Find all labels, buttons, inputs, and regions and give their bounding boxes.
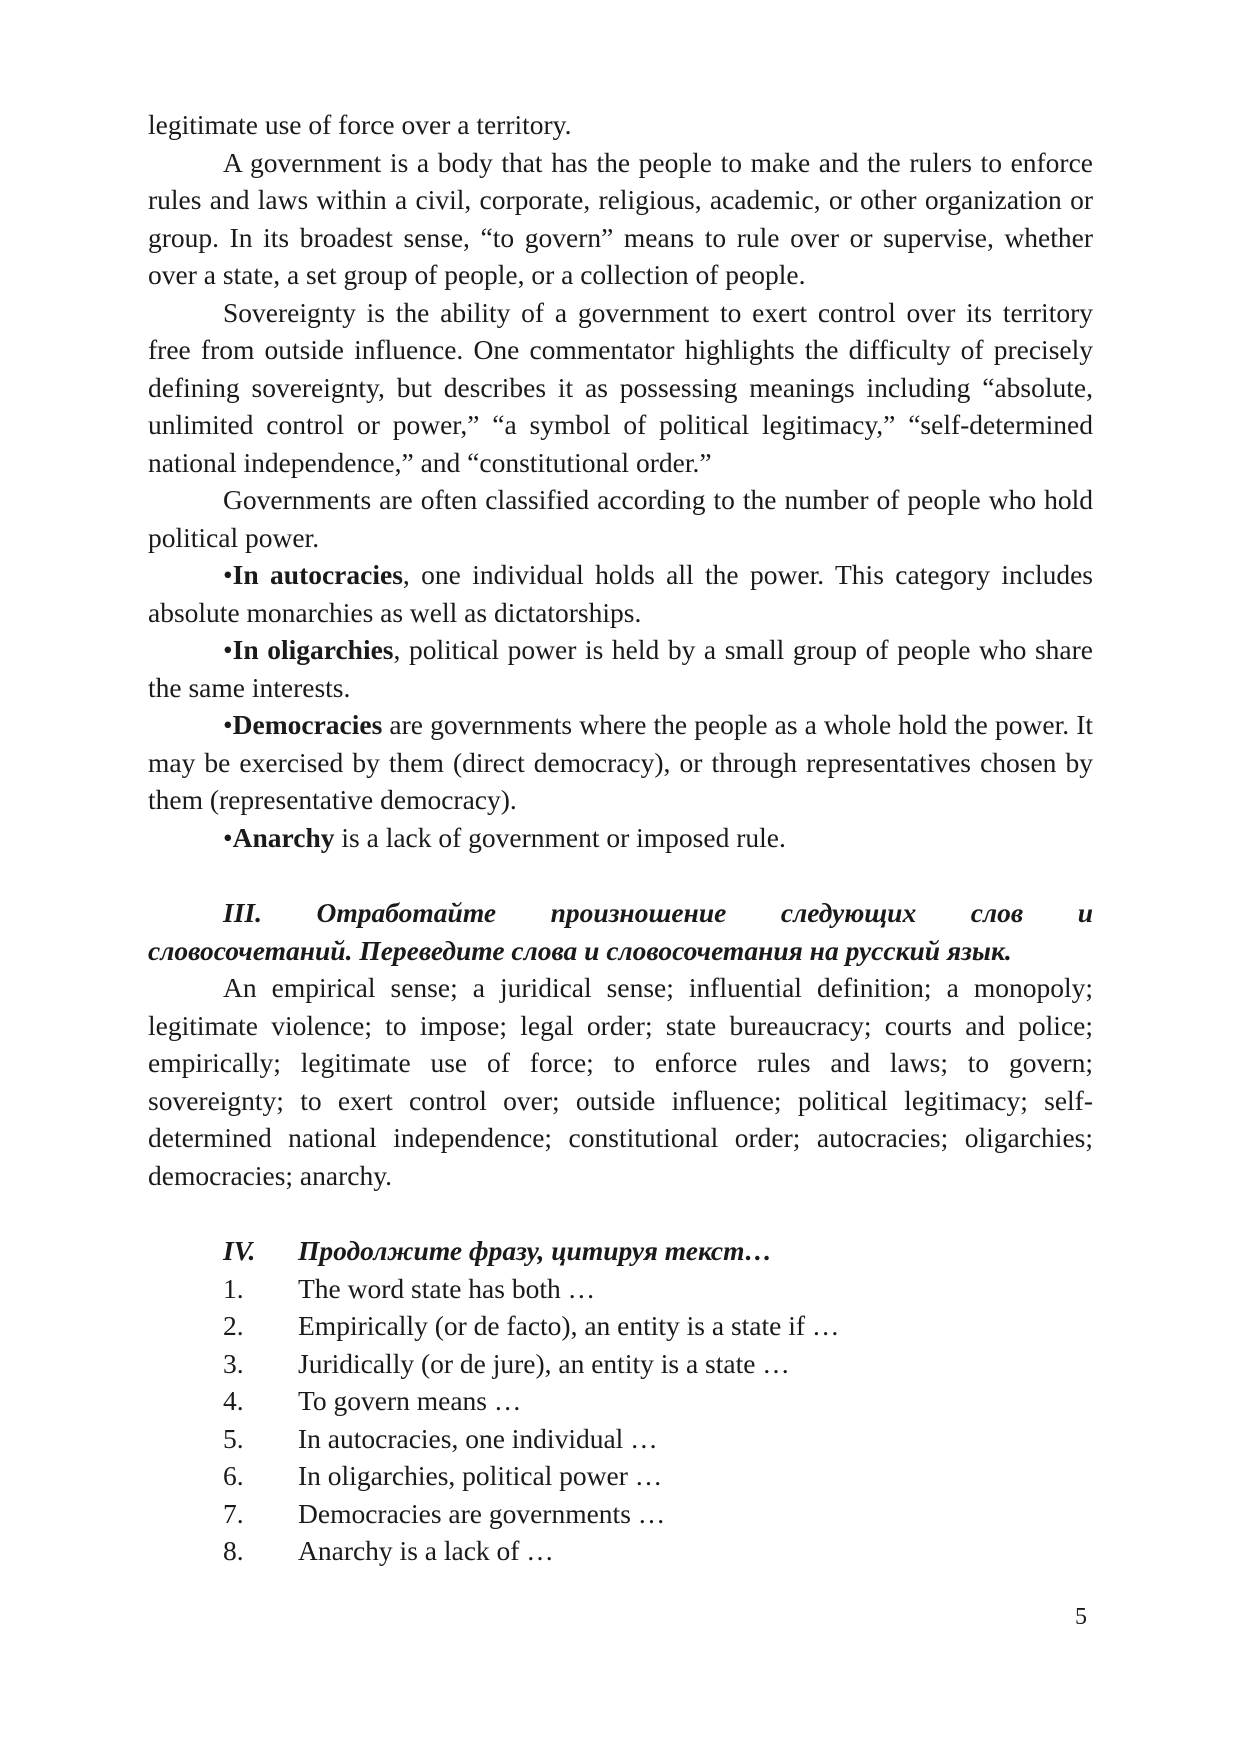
exercise-4-number: IV. <box>223 1235 256 1266</box>
list-item <box>148 1532 1093 1570</box>
list-item-number: 6. <box>223 1460 244 1491</box>
list-item-text: Juridically (or de jure), an entity is a state … <box>298 1347 790 1379</box>
bullet-anarchy <box>148 819 1093 857</box>
heading-word: и <box>1077 897 1093 928</box>
bullet-term: Democracies <box>232 709 383 740</box>
list-item-text: In oligarchies, political power … <box>298 1460 663 1491</box>
section-spacer <box>148 1194 1093 1232</box>
bullet-mark: • <box>223 821 233 853</box>
list-item <box>148 1457 1093 1495</box>
list-item <box>148 1270 1093 1308</box>
heading-word: следующих <box>780 897 917 928</box>
list-item-text: In autocracies, one individual … <box>298 1422 658 1454</box>
exercise-3-heading-line2: словосочетаний. Переведите слова и словосочетания на русский язык. <box>148 934 1012 966</box>
list-item-text: Democracies are governments … <box>298 1497 666 1529</box>
page-number: 5 <box>1075 1604 1087 1630</box>
bullet-text: , one individual holds all the power. This category includes absolute monarchies as well as dictatorships. <box>148 559 1093 628</box>
bullet-term: Anarchy <box>232 821 335 853</box>
paragraph-sovereignty: Sovereignty is the ability of a government to exert control over its territory free from outside influence. One commentator highlights the difficulty of precisely defining sovereignty, but describes it as possessing meanings including “absolute, unlimited control or power,” “a symbol of political legitimacy,” “self-determined national independence,” and “constitutional order.” <box>148 296 1093 478</box>
bullet-mark: • <box>223 559 233 590</box>
list-item-text: Anarchy is a lack of … <box>298 1535 554 1566</box>
list-item-number: 5. <box>223 1422 244 1454</box>
exercise-3-body: An empirical sense; a juridical sense; influential definition; a monopoly; legitimate violence; to impose; legal order; state bureaucracy; courts and police; empirically; legitimate use of force; to enforce rules and laws; to govern; sovereignty; to exert control over; outside influence; political legitimacy; self-determined national independence; constitutional order; autocracies; oligarchies; democracies; anarchy. <box>148 972 1093 1191</box>
exercise-4-title: Продолжите фразу, цитируя текст… <box>298 1235 772 1266</box>
list-item-number: 1. <box>223 1272 244 1304</box>
section-spacer <box>148 856 1093 894</box>
bullet-democracies <box>148 706 1093 819</box>
exercise-4-list <box>148 1270 1093 1570</box>
list-item <box>148 1420 1093 1458</box>
bullet-oligarchies <box>148 631 1093 706</box>
bullet-term: In autocracies <box>232 559 403 590</box>
heading-word: Отработайте <box>316 897 497 928</box>
bullet-text: are governments where the people as a whole hold the power. It may be exercised by them (direct democracy), or through representatives chosen by them (representative democracy). <box>148 709 1093 815</box>
exercise-3-heading-line1 <box>148 894 1093 932</box>
heading-word: III. <box>223 897 262 928</box>
list-item-number: 4. <box>223 1385 244 1416</box>
list-item <box>148 1382 1093 1420</box>
list-item <box>148 1495 1093 1533</box>
bullet-mark: • <box>223 709 233 740</box>
paragraph-government: A government is a body that has the people to make and the rulers to enforce rules and laws within a civil, corporate, religious, academic, or other organization or group. In its broadest sense, “to govern” means to rule over or supervise, whether over a state, a set group of people, or a collection of people. <box>148 146 1093 290</box>
list-item-text: Empirically (or de facto), an entity is a state if … <box>298 1310 840 1341</box>
list-item <box>148 1307 1093 1345</box>
list-item-number: 3. <box>223 1347 244 1379</box>
list-item-text: The word state has both … <box>298 1272 596 1304</box>
heading-word: произношение <box>550 897 727 928</box>
list-item-number: 7. <box>223 1497 244 1529</box>
paragraph-classification: Governments are often classified according to the number of people who hold political power. <box>148 484 1093 553</box>
bullet-text: , political power is held by a small group of people who share the same interests. <box>148 634 1093 703</box>
list-item-number: 8. <box>223 1535 244 1566</box>
bullet-mark: • <box>223 634 233 665</box>
list-item-text: To govern means … <box>298 1385 522 1416</box>
document-page <box>148 106 1093 1570</box>
list-item <box>148 1345 1093 1383</box>
bullet-autocracies <box>148 556 1093 631</box>
bullet-term: In oligarchies <box>232 634 394 665</box>
heading-word: слов <box>970 897 1024 928</box>
list-item-number: 2. <box>223 1310 244 1341</box>
paragraph-continuation: legitimate use of force over a territory. <box>148 109 572 140</box>
bullet-text: is a lack of government or imposed rule. <box>334 821 786 853</box>
exercise-4-heading <box>148 1232 1093 1270</box>
